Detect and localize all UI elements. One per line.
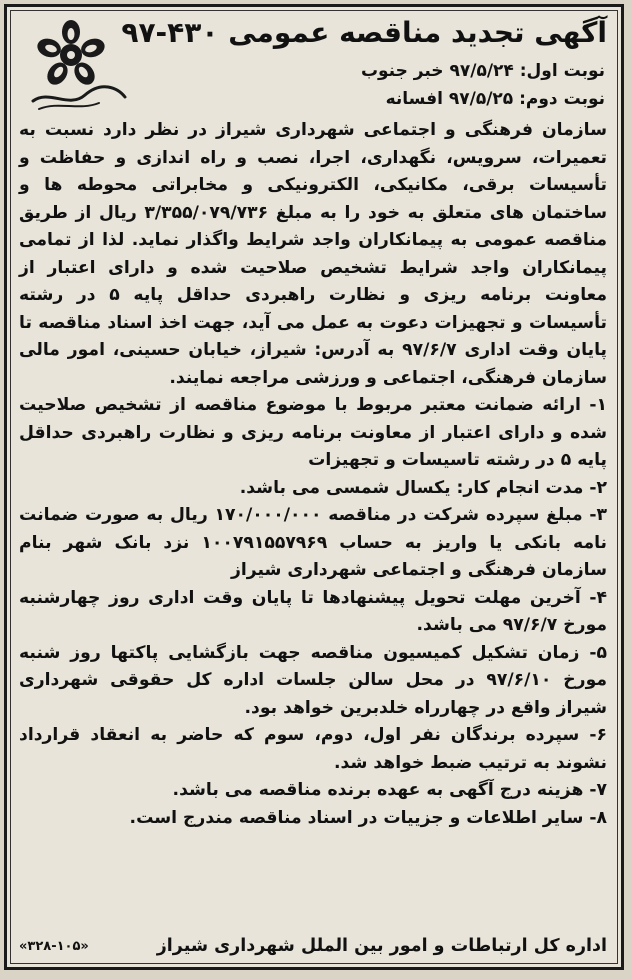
second-publication-line: نوبت دوم: ۹۷/۵/۲۵ افسانه [385, 89, 605, 109]
condition-item-6: ۶- سپرده برندگان نفر اول، دوم، سوم که حاضر به انعقاد قرارداد نشوند به ترتیب ضبط خواهد شد. [19, 725, 607, 773]
condition-item-4: ۴- آخرین مهلت تحویل پیشنهادها تا پایان وقت اداری روز چهارشنبه مورخ ۹۷/۶/۷ می باشد. [19, 587, 607, 635]
condition-item-1: ۱- ارائه ضمانت معتبر مربوط با موضوع مناقصه از تشخیص صلاحیت شده و دارای اعتبار از معاونت برنامه ریزی و نظارت راهبردی حداقل پایه ۵ در رشته تاسیسات و تجهیزات [19, 395, 607, 470]
condition-item-7: ۷- هزینه درج آگهی به عهده برنده مناقصه می باشد. [172, 780, 607, 800]
notice-footer [19, 933, 607, 959]
first-publication-line: نوبت اول: ۹۷/۵/۲۴ خبر جنوب [360, 61, 605, 81]
condition-item-2: ۲- مدت انجام کار: یکسال شمسی می باشد. [239, 477, 607, 498]
ad-code: «۳۲۸-۱۰۵» [19, 938, 89, 954]
tender-notice [4, 4, 624, 970]
shiraz-municipality-logo-icon [29, 17, 129, 113]
condition-item-8: ۸- سایر اطلاعات و جزییات در اسناد مناقصه مندرج است. [129, 807, 607, 828]
issuing-department: اداره کل ارتباطات و امور بین الملل شهرداری شیراز [156, 936, 607, 956]
intro-paragraph: سازمان فرهنگی و اجتماعی شهرداری شیراز در نظر دارد نسبت به تعمیرات، سرویس، نگهداری، اجرا، نصب و راه اندازی و حفاظت و تأسیسات برقی، مکانیکی، الکترونیکی و مخابراتی محوطه ها و ساختمان های متعلق به خود را به مبلغ ۳/۳۵۵/۰۷۹/۷۳۶ ریال از طریق مناقصه عمومی به پیمانکاران واجد شرایط واگذار نماید. لذا از تمامی پیمانکاران واجد شرایط تشخیص صلاحیت شده و دارای اعتبار از معاونت برنامه ریزی و نظارت راهبردی حداقل پایه ۵ در رشته تأسیسات و تجهیزات دعوت به عمل می آید، جهت اخذ اسناد مناقصه تا پایان وقت اداری ۹۷/۶/۷ به آدرس: شیراز، خیابان حسینی، امور مالی سازمان فرهنگی، اجتماعی و ورزشی مراجعه نمایند. [19, 120, 608, 388]
notice-body [19, 117, 607, 832]
condition-item-5: ۵- زمان تشکیل کمیسیون مناقصه جهت بازگشایی پاکتها روز شنبه مورخ ۹۷/۶/۱۰ در محل سالن جلسات اداره کل حقوقی شهرداری شیراز واقع در چهارراه خلدبرین خواهد بود. [19, 642, 607, 718]
notice-title: آگهی تجدید مناقصه عمومی ۴۳۰-۹۷ [121, 16, 607, 49]
notice-header [21, 13, 607, 115]
condition-item-3: ۳- مبلغ سپرده شرکت در مناقصه ۱۷۰/۰۰۰/۰۰۰ ریال به صورت ضمانت نامه بانکی یا واریز به حساب ۱۰۰۷۹۱۵۵۷۹۶۹ نزد بانک شهر بنام سازمان فرهنگی و اجتماعی شهرداری شیراز [19, 505, 607, 580]
